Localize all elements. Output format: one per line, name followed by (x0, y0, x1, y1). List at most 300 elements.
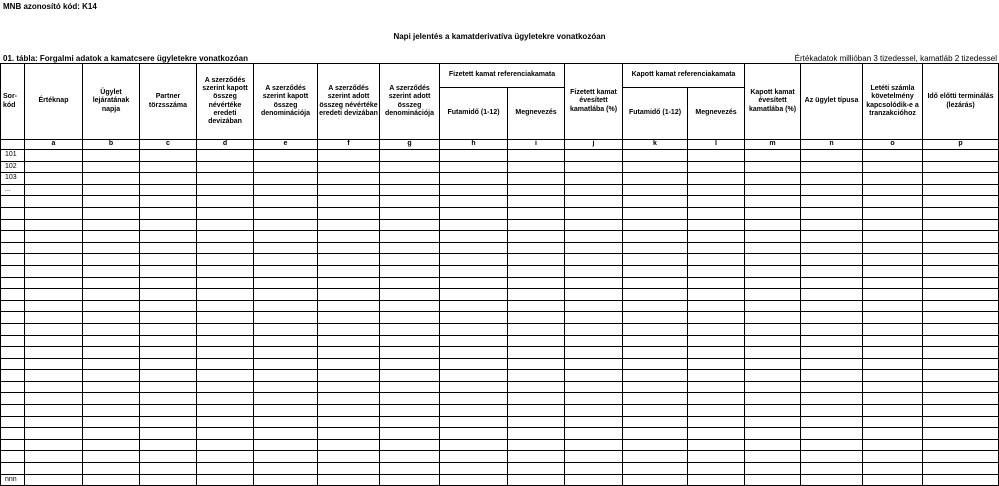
data-cell[interactable] (140, 416, 197, 428)
data-cell[interactable] (140, 381, 197, 393)
data-cell[interactable] (745, 451, 801, 463)
data-cell[interactable] (801, 463, 863, 475)
data-cell[interactable] (923, 416, 999, 428)
data-cell[interactable] (863, 173, 923, 185)
data-cell[interactable] (254, 347, 318, 359)
data-cell[interactable] (863, 184, 923, 196)
data-cell[interactable] (923, 196, 999, 208)
data-cell[interactable] (745, 207, 801, 219)
data-cell[interactable] (745, 474, 801, 486)
data-cell[interactable] (254, 254, 318, 266)
data-cell[interactable] (380, 335, 440, 347)
data-cell[interactable] (197, 161, 254, 173)
data-cell[interactable] (508, 231, 565, 243)
data-cell[interactable] (318, 150, 380, 162)
data-cell[interactable] (318, 358, 380, 370)
data-cell[interactable] (380, 347, 440, 359)
data-cell[interactable] (25, 184, 83, 196)
data-cell[interactable] (565, 312, 623, 324)
data-cell[interactable] (254, 439, 318, 451)
data-cell[interactable] (923, 207, 999, 219)
data-cell[interactable] (508, 312, 565, 324)
data-cell[interactable] (380, 161, 440, 173)
data-cell[interactable] (380, 416, 440, 428)
data-cell[interactable] (140, 242, 197, 254)
data-cell[interactable] (140, 428, 197, 440)
data-cell[interactable] (508, 347, 565, 359)
data-cell[interactable] (923, 474, 999, 486)
data-cell[interactable] (623, 358, 688, 370)
data-cell[interactable] (623, 439, 688, 451)
data-cell[interactable] (745, 312, 801, 324)
data-cell[interactable] (623, 312, 688, 324)
data-cell[interactable] (440, 300, 508, 312)
data-cell[interactable] (380, 289, 440, 301)
data-cell[interactable] (508, 300, 565, 312)
data-cell[interactable] (380, 393, 440, 405)
data-cell[interactable] (140, 231, 197, 243)
data-cell[interactable] (688, 277, 745, 289)
data-cell[interactable] (508, 370, 565, 382)
data-cell[interactable] (140, 439, 197, 451)
data-cell[interactable] (254, 451, 318, 463)
data-cell[interactable] (380, 150, 440, 162)
data-cell[interactable] (140, 265, 197, 277)
data-cell[interactable] (318, 474, 380, 486)
data-cell[interactable] (318, 451, 380, 463)
data-cell[interactable] (380, 463, 440, 475)
data-cell[interactable] (508, 474, 565, 486)
data-cell[interactable] (688, 451, 745, 463)
data-cell[interactable] (380, 439, 440, 451)
data-cell[interactable] (801, 381, 863, 393)
data-cell[interactable] (565, 231, 623, 243)
data-cell[interactable] (623, 161, 688, 173)
data-cell[interactable] (688, 428, 745, 440)
data-cell[interactable] (197, 184, 254, 196)
data-cell[interactable] (25, 323, 83, 335)
data-cell[interactable] (380, 219, 440, 231)
data-cell[interactable] (83, 300, 140, 312)
data-cell[interactable] (318, 289, 380, 301)
data-cell[interactable] (745, 370, 801, 382)
data-cell[interactable] (923, 254, 999, 266)
data-cell[interactable] (863, 405, 923, 417)
data-cell[interactable] (508, 393, 565, 405)
data-cell[interactable] (380, 428, 440, 440)
data-cell[interactable] (440, 231, 508, 243)
data-cell[interactable] (140, 393, 197, 405)
data-cell[interactable] (801, 265, 863, 277)
data-cell[interactable] (83, 393, 140, 405)
data-cell[interactable] (318, 439, 380, 451)
data-cell[interactable] (318, 416, 380, 428)
data-cell[interactable] (565, 277, 623, 289)
data-cell[interactable] (565, 405, 623, 417)
data-cell[interactable] (254, 463, 318, 475)
data-cell[interactable] (83, 219, 140, 231)
data-cell[interactable] (923, 428, 999, 440)
data-cell[interactable] (923, 219, 999, 231)
data-cell[interactable] (140, 474, 197, 486)
data-cell[interactable] (254, 231, 318, 243)
data-cell[interactable] (83, 184, 140, 196)
data-cell[interactable] (25, 439, 83, 451)
data-cell[interactable] (688, 474, 745, 486)
data-cell[interactable] (254, 474, 318, 486)
data-cell[interactable] (745, 289, 801, 301)
data-cell[interactable] (565, 358, 623, 370)
data-cell[interactable] (197, 265, 254, 277)
data-cell[interactable] (254, 393, 318, 405)
data-cell[interactable] (140, 323, 197, 335)
data-cell[interactable] (863, 347, 923, 359)
data-cell[interactable] (863, 312, 923, 324)
data-cell[interactable] (318, 323, 380, 335)
data-cell[interactable] (440, 242, 508, 254)
data-cell[interactable] (688, 335, 745, 347)
data-cell[interactable] (801, 242, 863, 254)
data-cell[interactable] (318, 242, 380, 254)
data-cell[interactable] (923, 265, 999, 277)
data-cell[interactable] (623, 254, 688, 266)
data-cell[interactable] (254, 173, 318, 185)
data-cell[interactable] (318, 393, 380, 405)
data-cell[interactable] (623, 335, 688, 347)
data-cell[interactable] (25, 289, 83, 301)
data-cell[interactable] (440, 173, 508, 185)
data-cell[interactable] (923, 451, 999, 463)
data-cell[interactable] (254, 323, 318, 335)
data-cell[interactable] (440, 439, 508, 451)
data-cell[interactable] (745, 463, 801, 475)
data-cell[interactable] (140, 277, 197, 289)
data-cell[interactable] (801, 277, 863, 289)
data-cell[interactable] (440, 289, 508, 301)
data-cell[interactable] (83, 277, 140, 289)
data-cell[interactable] (565, 242, 623, 254)
data-cell[interactable] (508, 265, 565, 277)
data-cell[interactable] (801, 289, 863, 301)
data-cell[interactable] (688, 347, 745, 359)
data-cell[interactable] (745, 405, 801, 417)
data-cell[interactable] (380, 242, 440, 254)
data-cell[interactable] (197, 207, 254, 219)
data-cell[interactable] (140, 300, 197, 312)
data-cell[interactable] (565, 161, 623, 173)
data-cell[interactable] (745, 428, 801, 440)
data-cell[interactable] (623, 300, 688, 312)
data-cell[interactable] (83, 381, 140, 393)
data-cell[interactable] (140, 312, 197, 324)
data-cell[interactable] (801, 347, 863, 359)
data-cell[interactable] (863, 393, 923, 405)
data-cell[interactable] (197, 277, 254, 289)
data-cell[interactable] (863, 335, 923, 347)
data-cell[interactable] (197, 474, 254, 486)
data-cell[interactable] (197, 381, 254, 393)
data-cell[interactable] (83, 370, 140, 382)
data-cell[interactable] (508, 405, 565, 417)
data-cell[interactable] (318, 312, 380, 324)
data-cell[interactable] (923, 370, 999, 382)
data-cell[interactable] (508, 463, 565, 475)
data-cell[interactable] (380, 474, 440, 486)
data-cell[interactable] (508, 323, 565, 335)
data-cell[interactable] (380, 370, 440, 382)
data-cell[interactable] (440, 358, 508, 370)
data-cell[interactable] (25, 265, 83, 277)
data-cell[interactable] (565, 184, 623, 196)
data-cell[interactable] (25, 300, 83, 312)
data-cell[interactable] (380, 300, 440, 312)
data-cell[interactable] (508, 254, 565, 266)
data-cell[interactable] (25, 416, 83, 428)
data-cell[interactable] (623, 393, 688, 405)
data-cell[interactable] (923, 439, 999, 451)
data-cell[interactable] (197, 300, 254, 312)
data-cell[interactable] (318, 196, 380, 208)
data-cell[interactable] (508, 150, 565, 162)
data-cell[interactable] (863, 300, 923, 312)
data-cell[interactable] (508, 277, 565, 289)
data-cell[interactable] (25, 219, 83, 231)
data-cell[interactable] (254, 405, 318, 417)
data-cell[interactable] (254, 416, 318, 428)
data-cell[interactable] (380, 196, 440, 208)
data-cell[interactable] (380, 358, 440, 370)
data-cell[interactable] (923, 173, 999, 185)
data-cell[interactable] (440, 463, 508, 475)
data-cell[interactable] (254, 161, 318, 173)
data-cell[interactable] (745, 393, 801, 405)
data-cell[interactable] (508, 335, 565, 347)
data-cell[interactable] (380, 451, 440, 463)
data-cell[interactable] (140, 254, 197, 266)
data-cell[interactable] (923, 289, 999, 301)
data-cell[interactable] (25, 196, 83, 208)
data-cell[interactable] (254, 219, 318, 231)
data-cell[interactable] (863, 463, 923, 475)
data-cell[interactable] (688, 393, 745, 405)
data-cell[interactable] (801, 393, 863, 405)
data-cell[interactable] (440, 150, 508, 162)
data-cell[interactable] (508, 428, 565, 440)
data-cell[interactable] (318, 184, 380, 196)
data-cell[interactable] (83, 358, 140, 370)
data-cell[interactable] (380, 312, 440, 324)
data-cell[interactable] (565, 254, 623, 266)
data-cell[interactable] (508, 289, 565, 301)
data-cell[interactable] (801, 439, 863, 451)
data-cell[interactable] (623, 196, 688, 208)
data-cell[interactable] (801, 428, 863, 440)
data-cell[interactable] (254, 370, 318, 382)
data-cell[interactable] (318, 381, 380, 393)
data-cell[interactable] (801, 254, 863, 266)
data-cell[interactable] (197, 347, 254, 359)
data-cell[interactable] (83, 439, 140, 451)
data-cell[interactable] (623, 370, 688, 382)
data-cell[interactable] (863, 265, 923, 277)
data-cell[interactable] (140, 161, 197, 173)
data-cell[interactable] (565, 173, 623, 185)
data-cell[interactable] (140, 358, 197, 370)
data-cell[interactable] (688, 184, 745, 196)
data-cell[interactable] (745, 277, 801, 289)
data-cell[interactable] (565, 150, 623, 162)
data-cell[interactable] (254, 381, 318, 393)
data-cell[interactable] (440, 474, 508, 486)
data-cell[interactable] (863, 439, 923, 451)
data-cell[interactable] (745, 184, 801, 196)
data-cell[interactable] (140, 173, 197, 185)
data-cell[interactable] (565, 347, 623, 359)
data-cell[interactable] (801, 312, 863, 324)
data-cell[interactable] (25, 335, 83, 347)
data-cell[interactable] (565, 207, 623, 219)
data-cell[interactable] (380, 277, 440, 289)
data-cell[interactable] (508, 173, 565, 185)
data-cell[interactable] (197, 463, 254, 475)
data-cell[interactable] (197, 242, 254, 254)
data-cell[interactable] (318, 405, 380, 417)
data-cell[interactable] (801, 161, 863, 173)
data-cell[interactable] (801, 323, 863, 335)
data-cell[interactable] (83, 347, 140, 359)
data-cell[interactable] (380, 231, 440, 243)
data-cell[interactable] (745, 265, 801, 277)
data-cell[interactable] (197, 358, 254, 370)
data-cell[interactable] (25, 207, 83, 219)
data-cell[interactable] (254, 196, 318, 208)
data-cell[interactable] (565, 289, 623, 301)
data-cell[interactable] (801, 474, 863, 486)
data-cell[interactable] (923, 312, 999, 324)
data-cell[interactable] (623, 231, 688, 243)
data-cell[interactable] (197, 219, 254, 231)
data-cell[interactable] (923, 358, 999, 370)
data-cell[interactable] (25, 347, 83, 359)
data-cell[interactable] (197, 150, 254, 162)
data-cell[interactable] (318, 254, 380, 266)
data-cell[interactable] (565, 439, 623, 451)
data-cell[interactable] (923, 381, 999, 393)
data-cell[interactable] (745, 416, 801, 428)
data-cell[interactable] (25, 277, 83, 289)
data-cell[interactable] (623, 474, 688, 486)
data-cell[interactable] (623, 289, 688, 301)
data-cell[interactable] (863, 231, 923, 243)
data-cell[interactable] (440, 323, 508, 335)
data-cell[interactable] (863, 323, 923, 335)
data-cell[interactable] (923, 393, 999, 405)
data-cell[interactable] (623, 242, 688, 254)
data-cell[interactable] (197, 428, 254, 440)
data-cell[interactable] (801, 231, 863, 243)
data-cell[interactable] (440, 219, 508, 231)
data-cell[interactable] (745, 173, 801, 185)
data-cell[interactable] (745, 231, 801, 243)
data-cell[interactable] (318, 207, 380, 219)
data-cell[interactable] (83, 265, 140, 277)
data-cell[interactable] (254, 428, 318, 440)
data-cell[interactable] (140, 335, 197, 347)
data-cell[interactable] (863, 277, 923, 289)
data-cell[interactable] (197, 196, 254, 208)
data-cell[interactable] (801, 405, 863, 417)
data-cell[interactable] (923, 463, 999, 475)
data-cell[interactable] (83, 405, 140, 417)
data-cell[interactable] (83, 161, 140, 173)
data-cell[interactable] (745, 358, 801, 370)
data-cell[interactable] (254, 335, 318, 347)
data-cell[interactable] (801, 451, 863, 463)
data-cell[interactable] (801, 416, 863, 428)
data-cell[interactable] (923, 150, 999, 162)
data-cell[interactable] (440, 196, 508, 208)
data-cell[interactable] (623, 323, 688, 335)
data-cell[interactable] (508, 184, 565, 196)
data-cell[interactable] (508, 439, 565, 451)
data-cell[interactable] (83, 150, 140, 162)
data-cell[interactable] (140, 196, 197, 208)
data-cell[interactable] (863, 219, 923, 231)
data-cell[interactable] (565, 196, 623, 208)
data-cell[interactable] (565, 300, 623, 312)
data-cell[interactable] (623, 416, 688, 428)
data-cell[interactable] (440, 335, 508, 347)
data-cell[interactable] (25, 393, 83, 405)
data-cell[interactable] (197, 231, 254, 243)
data-cell[interactable] (508, 451, 565, 463)
data-cell[interactable] (801, 300, 863, 312)
data-cell[interactable] (688, 463, 745, 475)
data-cell[interactable] (440, 184, 508, 196)
data-cell[interactable] (623, 219, 688, 231)
data-cell[interactable] (440, 254, 508, 266)
data-cell[interactable] (745, 242, 801, 254)
data-cell[interactable] (197, 416, 254, 428)
data-cell[interactable] (197, 393, 254, 405)
data-cell[interactable] (254, 184, 318, 196)
data-cell[interactable] (863, 161, 923, 173)
data-cell[interactable] (83, 242, 140, 254)
data-cell[interactable] (318, 335, 380, 347)
data-cell[interactable] (197, 254, 254, 266)
data-cell[interactable] (83, 312, 140, 324)
data-cell[interactable] (254, 358, 318, 370)
data-cell[interactable] (923, 335, 999, 347)
data-cell[interactable] (863, 242, 923, 254)
data-cell[interactable] (688, 300, 745, 312)
data-cell[interactable] (140, 370, 197, 382)
data-cell[interactable] (25, 381, 83, 393)
data-cell[interactable] (863, 451, 923, 463)
data-cell[interactable] (25, 312, 83, 324)
data-cell[interactable] (623, 173, 688, 185)
data-cell[interactable] (565, 393, 623, 405)
data-cell[interactable] (745, 439, 801, 451)
data-cell[interactable] (508, 242, 565, 254)
data-cell[interactable] (380, 381, 440, 393)
data-cell[interactable] (623, 347, 688, 359)
data-cell[interactable] (565, 381, 623, 393)
data-cell[interactable] (254, 300, 318, 312)
data-cell[interactable] (25, 451, 83, 463)
data-cell[interactable] (318, 277, 380, 289)
data-cell[interactable] (380, 173, 440, 185)
